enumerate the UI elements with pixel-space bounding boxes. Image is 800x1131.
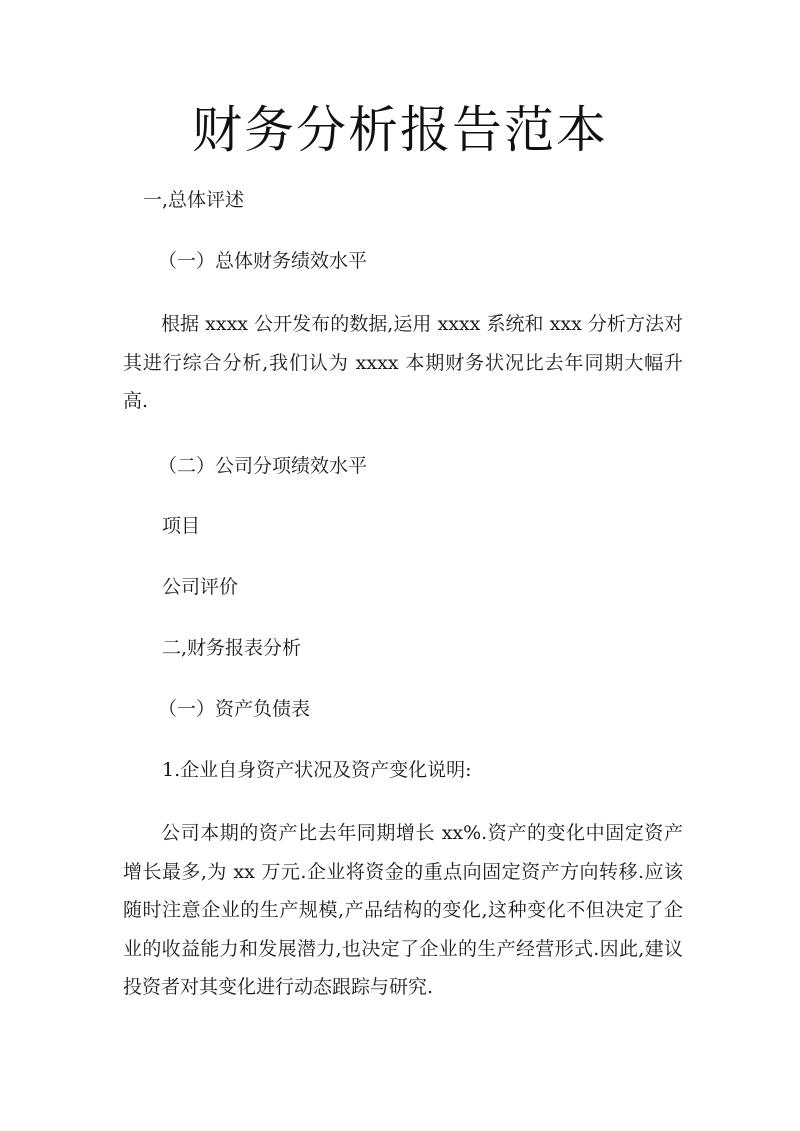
label-item: 项目	[162, 515, 201, 537]
paragraph-overall-analysis: 根据 xxxx 公开发布的数据,运用 xxxx 系统和 xxx 分析方法对其进行综合分析,我们认为 xxxx 本期财务状况比去年同期大幅升高.	[123, 313, 683, 412]
label-company-evaluation: 公司评价	[162, 576, 239, 598]
section-heading-overall-review: 一,总体评述	[143, 189, 245, 211]
subheading-itemized-performance: （二）公司分项绩效水平	[158, 455, 368, 477]
section-heading-statement-analysis: 二,财务报表分析	[162, 637, 302, 659]
subheading-overall-performance: （一）总体财务绩效水平	[158, 250, 368, 272]
document-title: 财务分析报告范本	[192, 101, 608, 159]
subheading-balance-sheet: （一）资产负债表	[158, 698, 311, 720]
point-asset-status: 1.企业自身资产状况及资产变化说明:	[162, 759, 472, 781]
paragraph-asset-change: 公司本期的资产比去年同期增长 xx%.资产的变化中固定资产增长最多,为 xx 万元.企业将资金的重点向固定资产方向转移.应该随时注意企业的生产规模,产品结构的变化,这种变化不但决定了企业的收益能力和发展潜力,也决定了企业的生产经营形式.因此,建议投资者对其变化进行动态跟踪与研究.	[123, 822, 683, 998]
